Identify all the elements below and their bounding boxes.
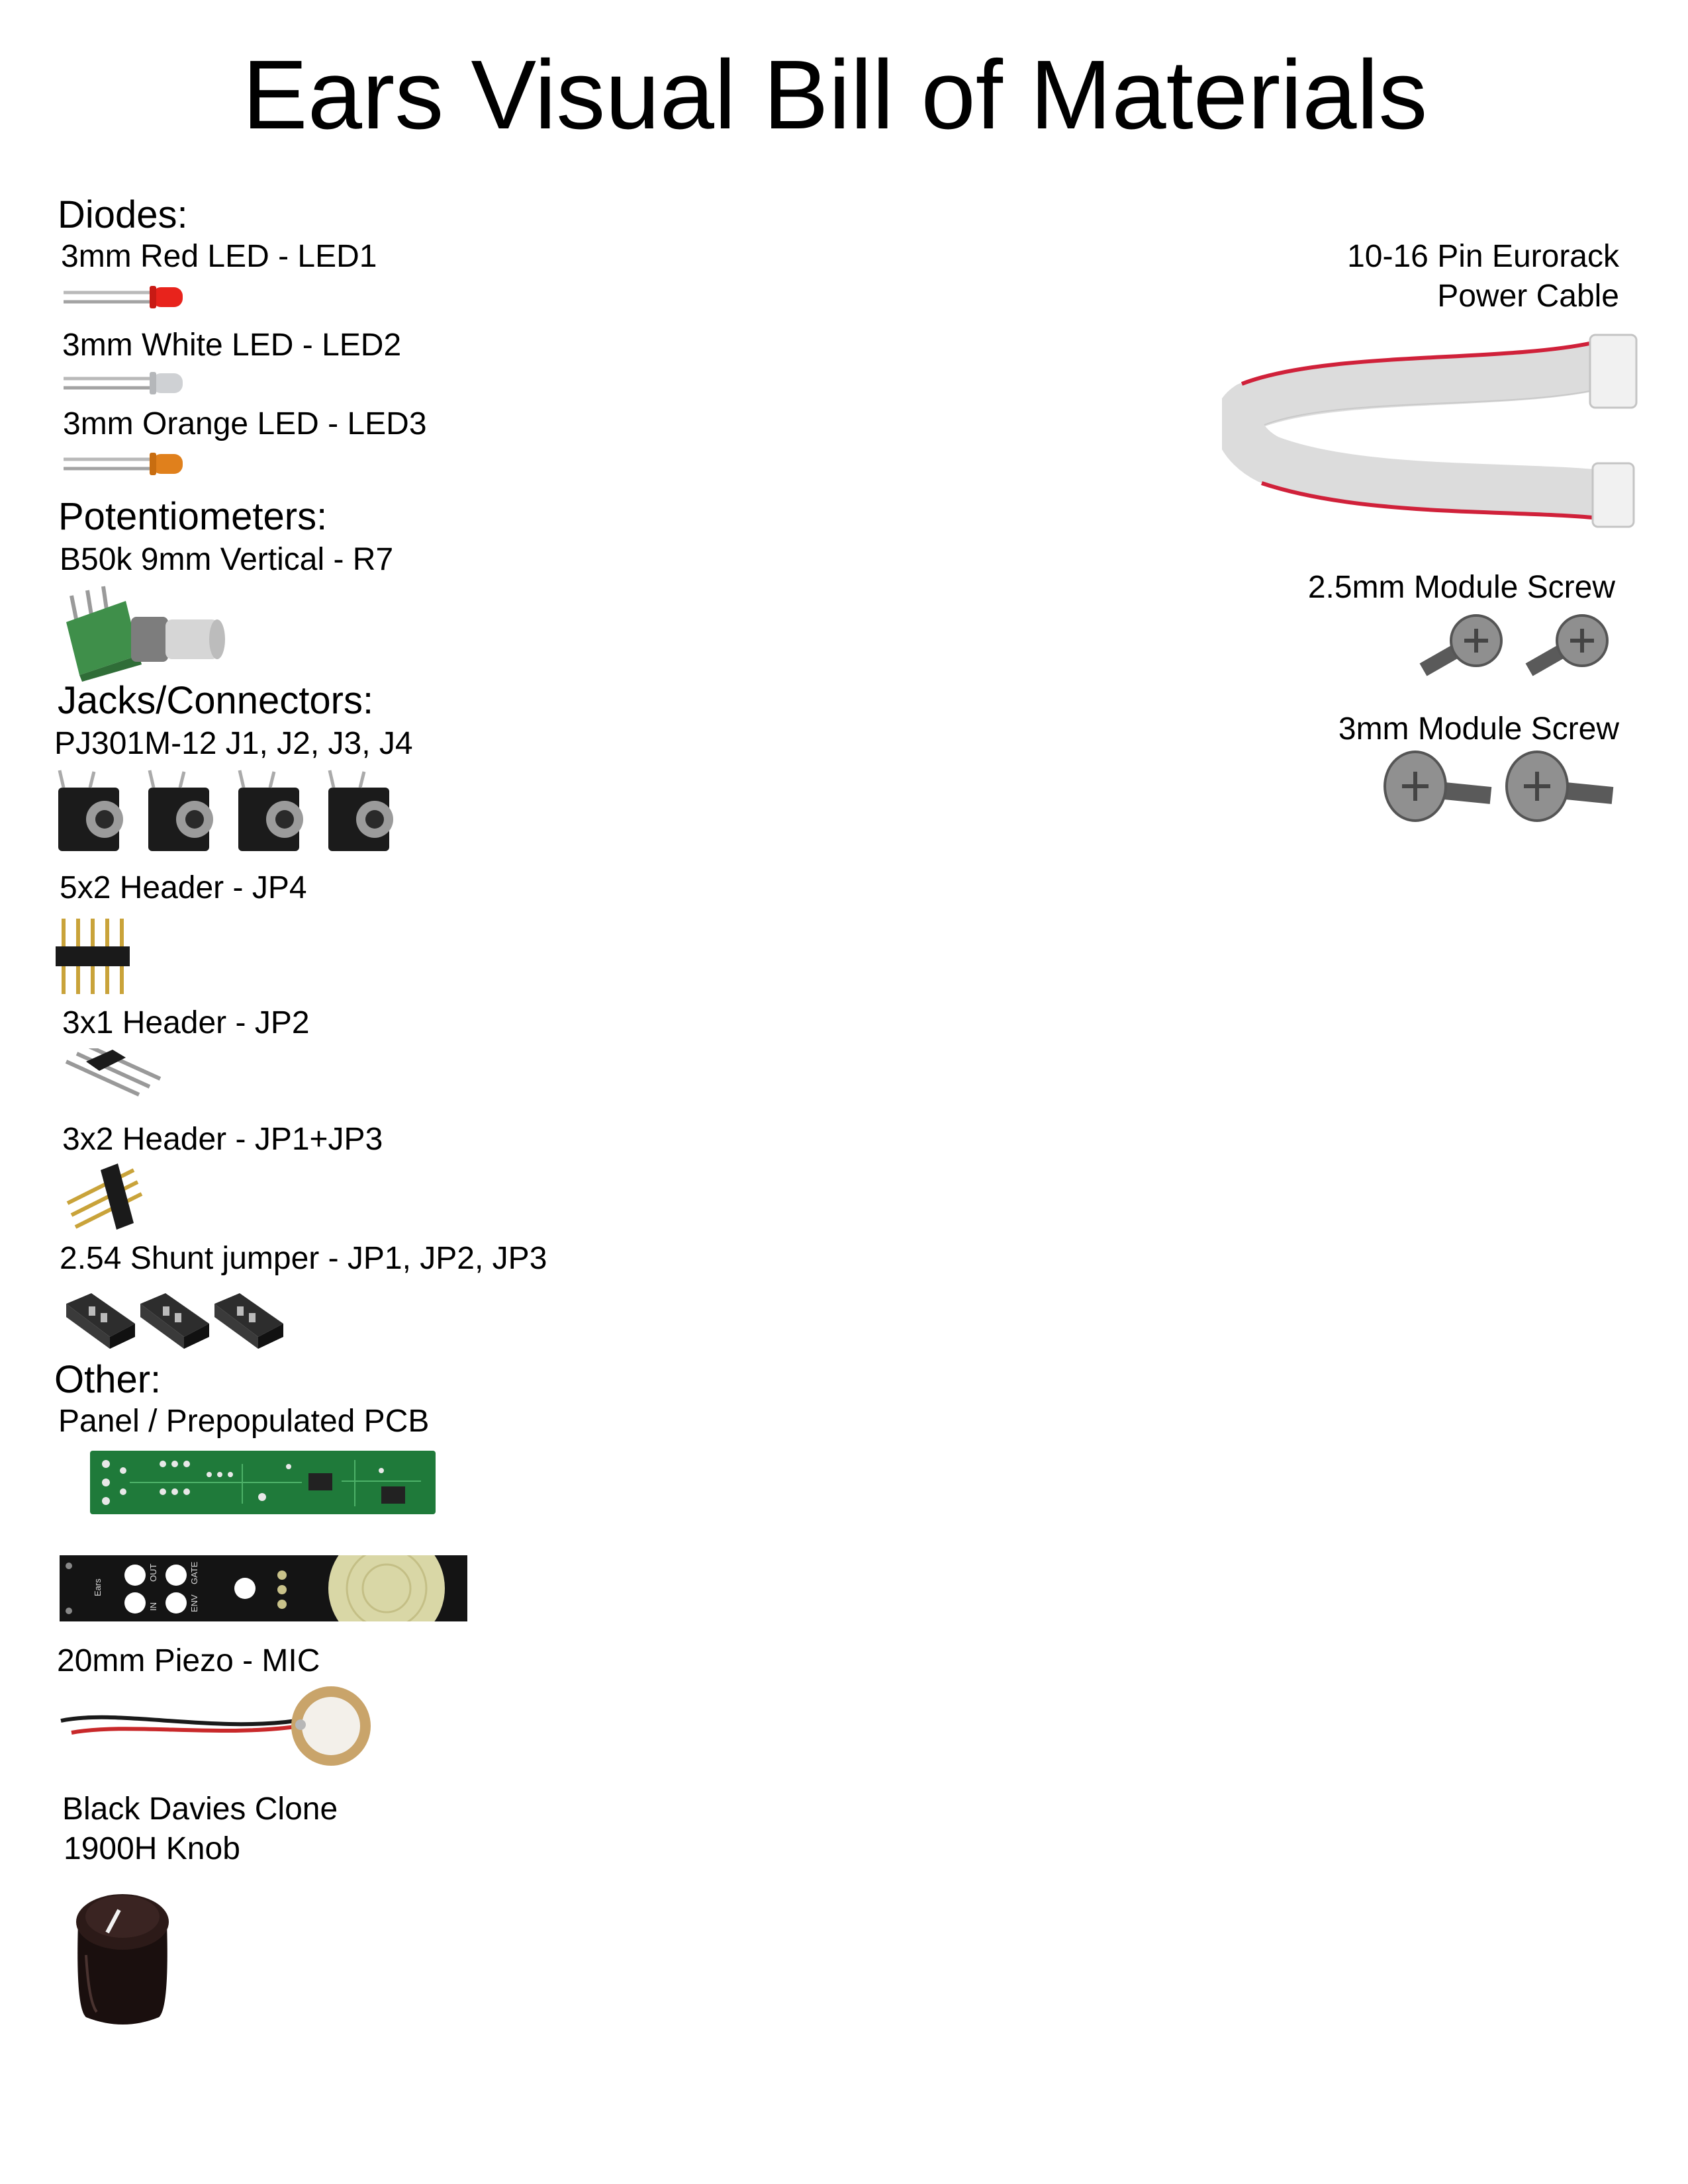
section-other-heading: Other:	[54, 1358, 162, 1401]
panel-env-text: ENV	[189, 1594, 199, 1612]
pcb-image	[90, 1451, 436, 1514]
red-led-image	[61, 282, 193, 311]
header-5x2-image	[49, 913, 142, 999]
panel-gate-text: GATE	[189, 1561, 199, 1584]
led-red-label: 3mm Red LED - LED1	[61, 239, 377, 274]
section-potentiometers-heading: Potentiometers:	[58, 495, 328, 538]
jack-images	[50, 768, 421, 860]
panel-pcb-label: Panel / Prepopulated PCB	[58, 1404, 430, 1439]
header-3x2-label: 3x2 Header - JP1+JP3	[62, 1122, 383, 1157]
header-3x2-image	[61, 1163, 154, 1236]
shunt-label: 2.54 Shunt jumper - JP1, JP2, JP3	[60, 1241, 547, 1276]
piezo-image	[58, 1686, 389, 1772]
power-cable-image	[1222, 327, 1643, 552]
page-title: Ears Visual Bill of Materials	[242, 40, 1428, 150]
knob-label-line2: 1900H Knob	[64, 1831, 240, 1866]
led-orange-label: 3mm Orange LED - LED3	[63, 406, 427, 441]
piezo-label: 20mm Piezo - MIC	[57, 1643, 320, 1678]
white-led-image	[61, 368, 193, 397]
header-5x2-label: 5x2 Header - JP4	[60, 870, 307, 905]
panel-out-text: OUT	[148, 1563, 158, 1582]
header-3x1-label: 3x1 Header - JP2	[62, 1005, 310, 1040]
section-jacks-heading: Jacks/Connectors:	[58, 679, 374, 722]
led-white-label: 3mm White LED - LED2	[62, 328, 402, 363]
screw-25mm-images	[1410, 609, 1622, 682]
screw-25mm-label: 2.5mm Module Screw	[1307, 570, 1615, 605]
knob-image	[66, 1876, 179, 2028]
section-diodes-heading: Diodes:	[58, 193, 188, 236]
potentiometer-image	[53, 582, 232, 682]
screw-3mm-label: 3mm Module Screw	[1338, 711, 1619, 747]
power-cable-label-line1: 10-16 Pin Eurorack	[1347, 239, 1619, 274]
panel-brand-text: Ears	[93, 1578, 103, 1596]
pot-label: B50k 9mm Vertical - R7	[60, 542, 394, 577]
shunt-jumper-images	[62, 1291, 287, 1350]
jack-label: PJ301M-12 J1, J2, J3, J4	[54, 726, 413, 761]
screw-3mm-images	[1378, 748, 1623, 827]
header-3x1-image	[60, 1048, 172, 1115]
power-cable-label-line2: Power Cable	[1437, 279, 1619, 314]
front-panel-image	[60, 1555, 467, 1621]
knob-label-line1: Black Davies Clone	[62, 1792, 338, 1827]
panel-in-text: IN	[148, 1602, 158, 1611]
orange-led-image	[61, 449, 193, 478]
